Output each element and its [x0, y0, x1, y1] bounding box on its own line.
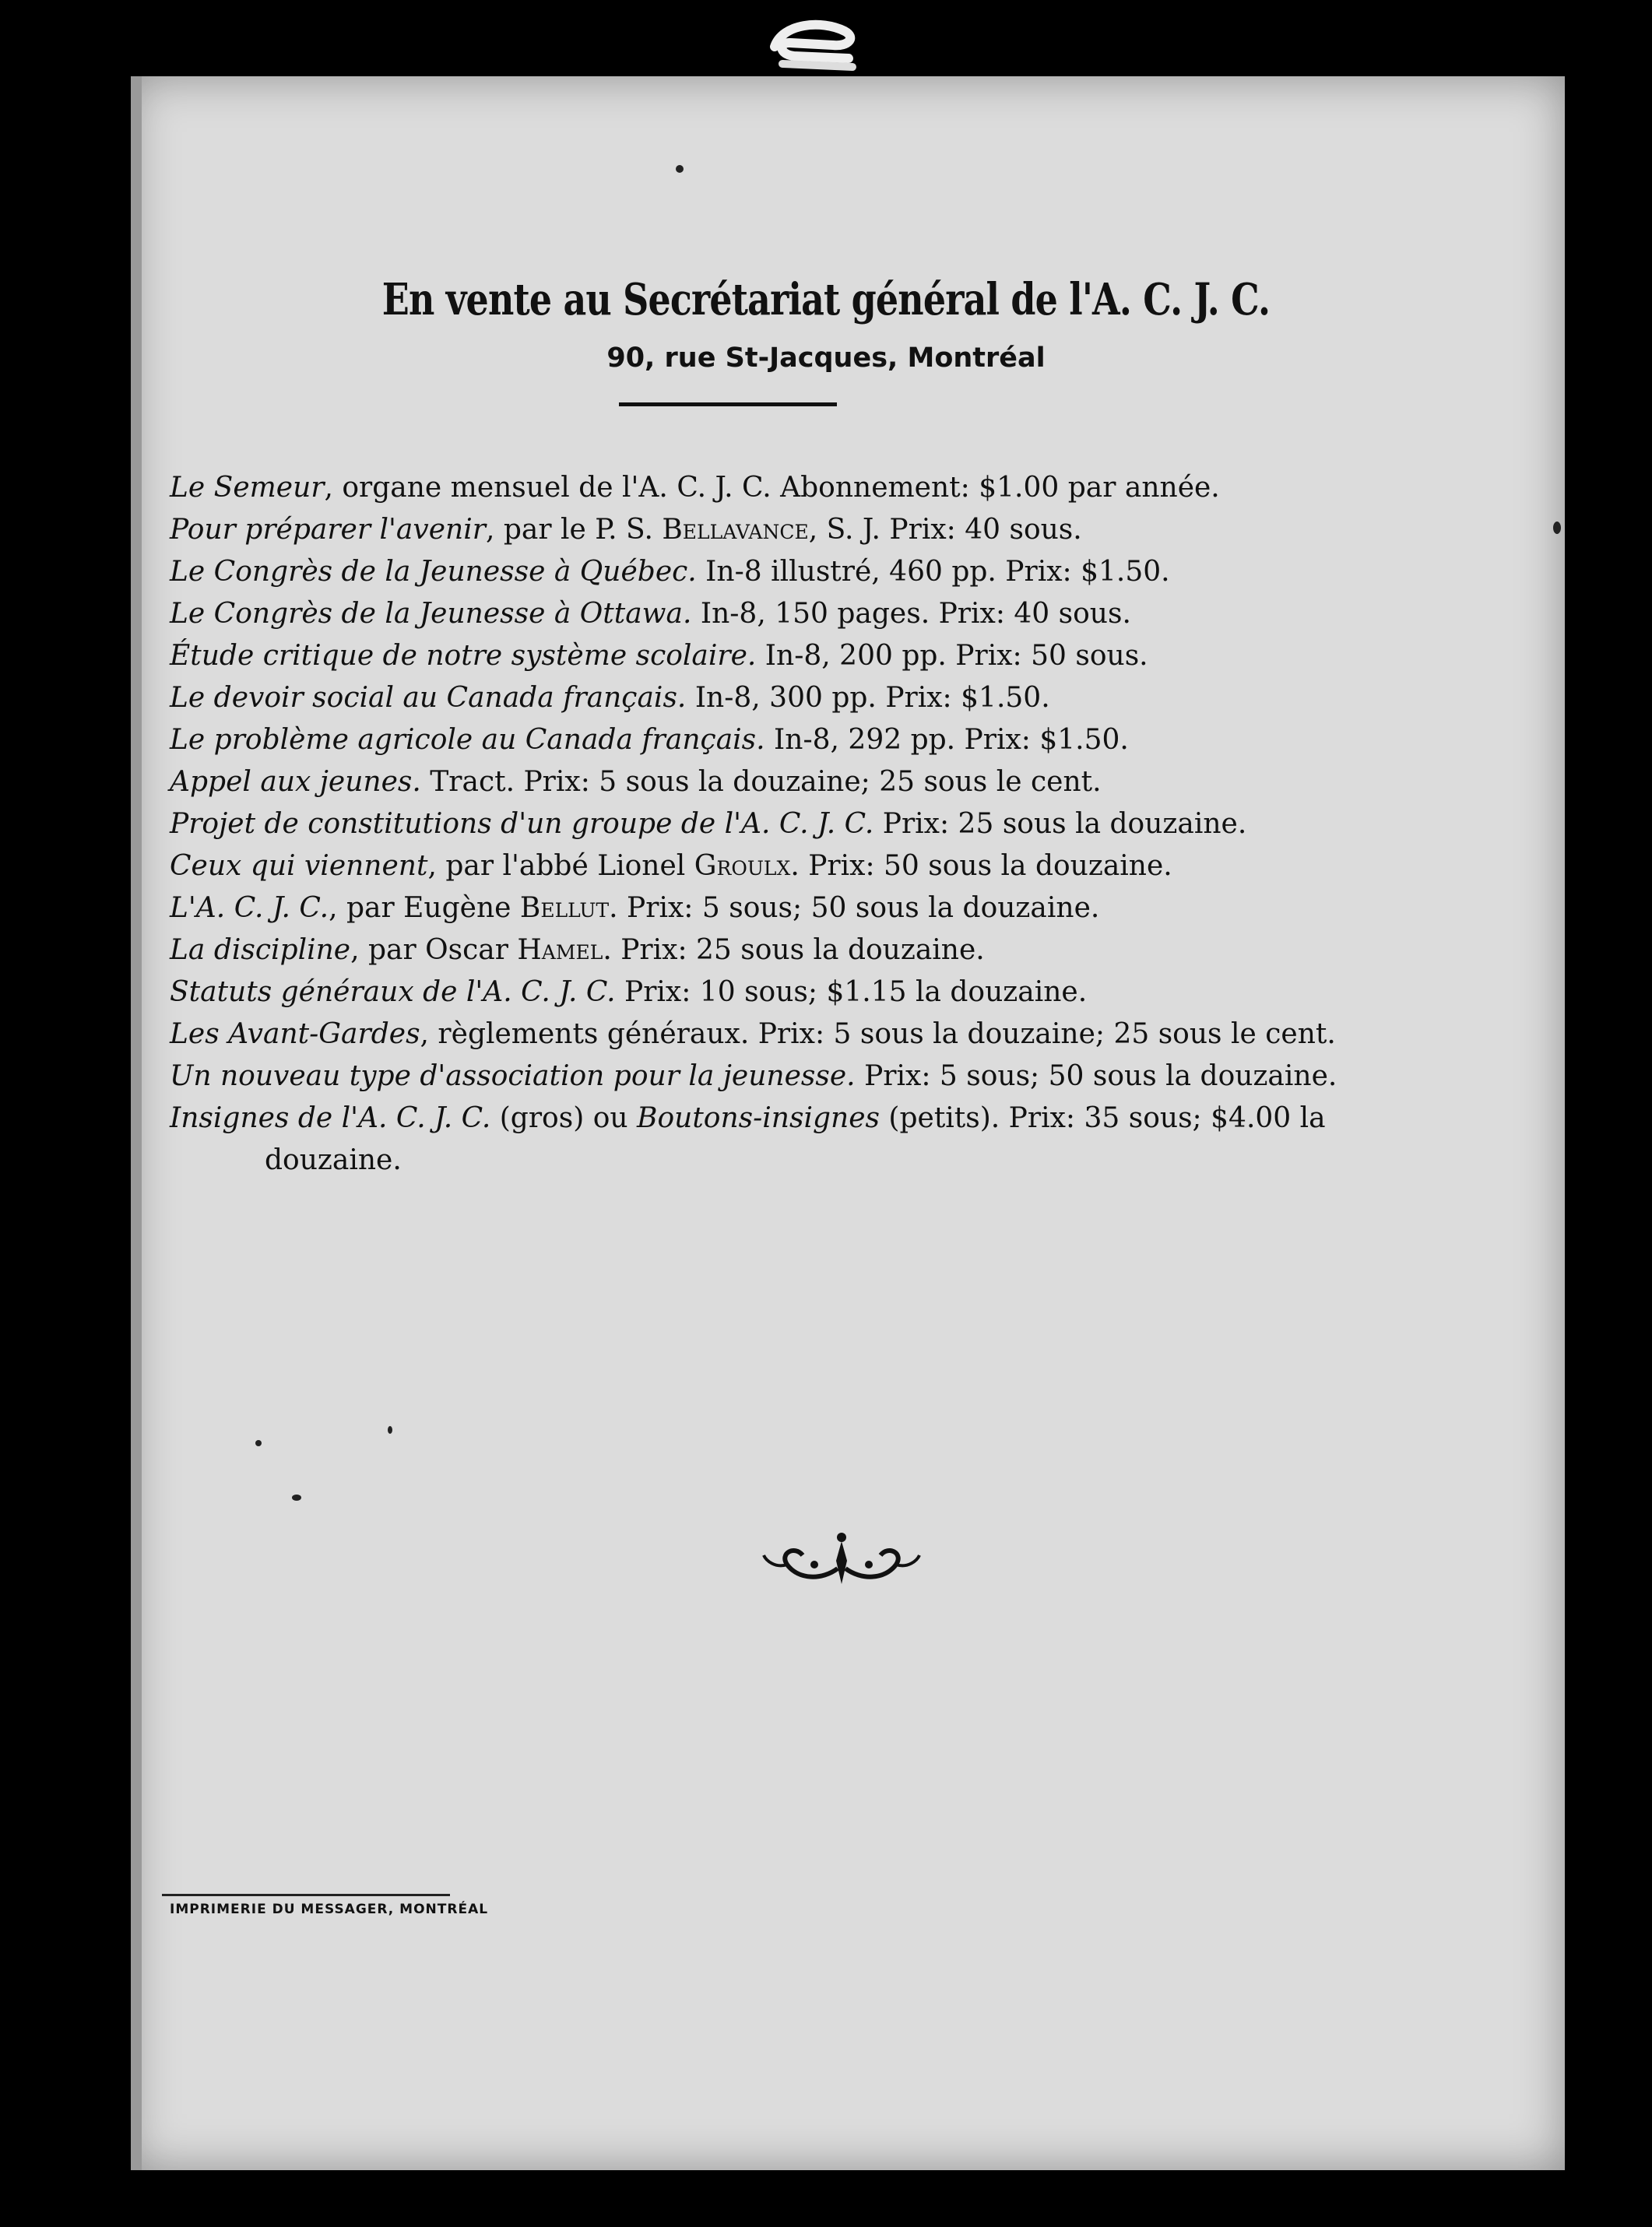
list-item: Insignes de l'A. C. J. C. (gros) ou Boutons-insignes (petits). Prix: 35 sous; $4.00 la douzaine.	[170, 1102, 1326, 1176]
paper-clip-icon	[759, 16, 868, 74]
list-item: L'A. C. J. C., par Eugène Bellut. Prix: 5 sous; 50 sous la douzaine.	[170, 892, 1100, 924]
speck	[388, 1426, 392, 1434]
page-title: En vente au Secrétariat général de l'A. C. J. C.	[381, 274, 1271, 325]
address-line: 90, rue St-Jacques, Montréal	[606, 342, 1046, 374]
speck	[255, 1440, 262, 1446]
title-divider	[619, 402, 837, 406]
printer-imprint: IMPRIMERIE DU MESSAGER, MONTRÉAL	[170, 1902, 489, 1917]
list-item: Statuts généraux de l'A. C. J. C. Prix: 10 sous; $1.15 la douzaine.	[170, 976, 1088, 1008]
speck	[292, 1495, 301, 1501]
list-item: Ceux qui viennent, par l'abbé Lionel Groulx. Prix: 50 sous la douzaine.	[170, 850, 1172, 882]
list-item: Le Congrès de la Jeunesse à Québec. In-8 illustré, 460 pp. Prix: $1.50.	[170, 556, 1170, 588]
list-item: Appel aux jeunes. Tract. Prix: 5 sous la douzaine; 25 sous le cent.	[170, 766, 1102, 798]
publication-list	[170, 467, 1415, 1182]
list-item: Projet de constitutions d'un groupe de l'A. C. J. C. Prix: 25 sous la douzaine.	[170, 808, 1247, 840]
list-item: La discipline, par Oscar Hamel. Prix: 25 sous la douzaine.	[170, 934, 985, 966]
page-edge-shadow	[131, 76, 142, 2170]
list-item: Le Congrès de la Jeunesse à Ottawa. In-8, 150 pages. Prix: 40 sous.	[170, 598, 1131, 630]
list-item: Un nouveau type d'association pour la jeunesse. Prix: 5 sous; 50 sous la douzaine.	[170, 1060, 1337, 1092]
list-item: Pour préparer l'avenir, par le P. S. Bellavance, S. J. Prix: 40 sous.	[170, 514, 1082, 546]
fleuron-ornament-icon	[760, 1526, 923, 1604]
list-item: Les Avant-Gardes, règlements généraux. Prix: 5 sous la douzaine; 25 sous le cent.	[170, 1018, 1336, 1050]
imprint-divider	[162, 1894, 450, 1896]
list-item: Le problème agricole au Canada français. In-8, 292 pp. Prix: $1.50.	[170, 724, 1129, 756]
speck	[1553, 522, 1561, 534]
speck	[676, 165, 684, 173]
list-item: Le devoir social au Canada français. In-8, 300 pp. Prix: $1.50.	[170, 682, 1050, 714]
list-item: Le Semeur, organe mensuel de l'A. C. J. C. Abonnement: $1.00 par année.	[170, 472, 1220, 504]
list-item: Étude critique de notre système scolaire. In-8, 200 pp. Prix: 50 sous.	[170, 640, 1148, 672]
